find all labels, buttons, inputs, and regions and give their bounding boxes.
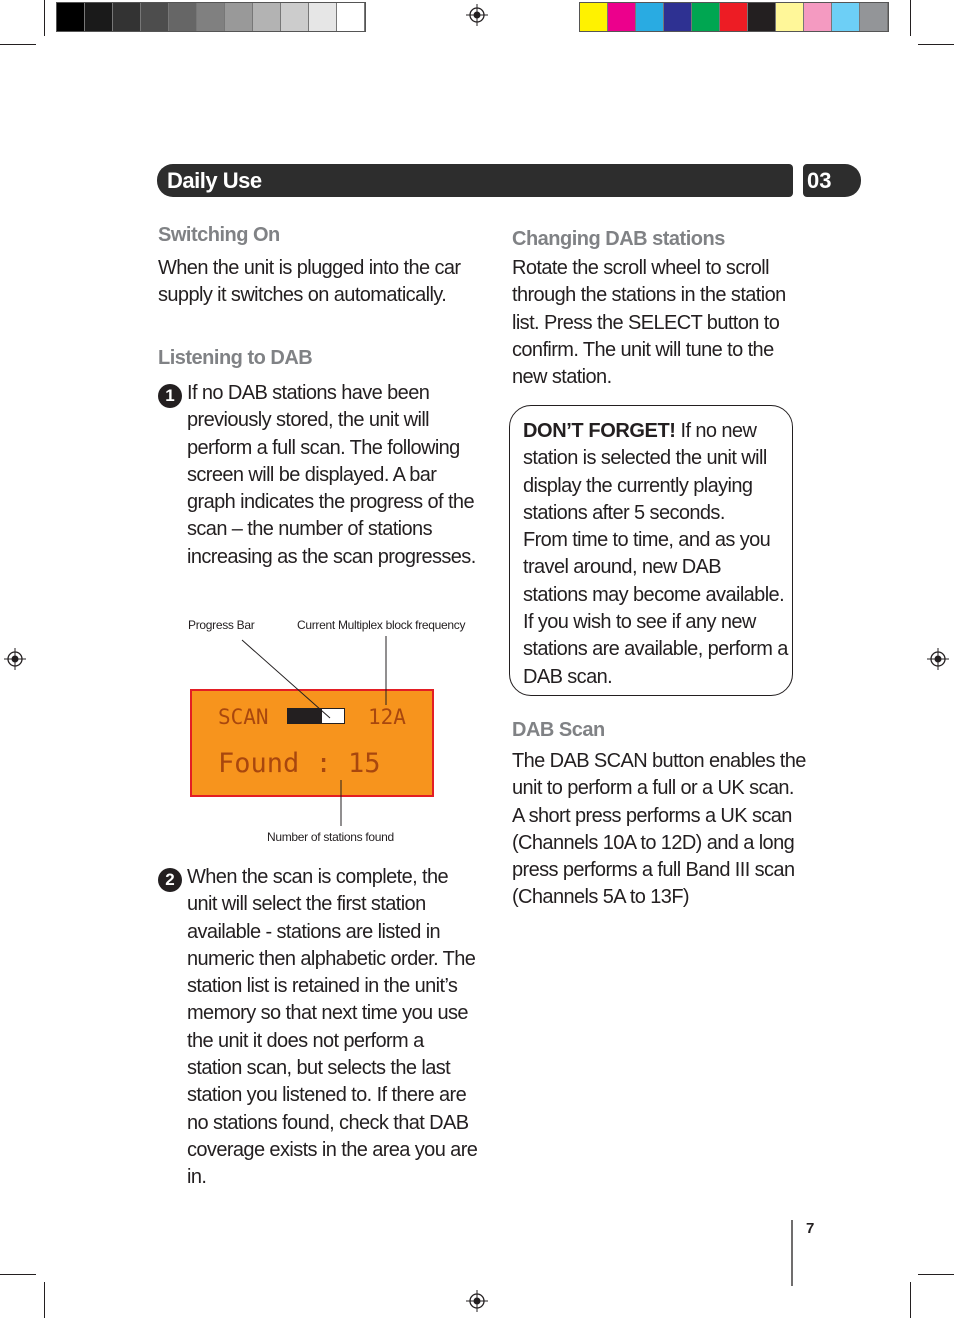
text-line: new station. [512,366,612,389]
text-line: screen will be displayed. A bar [187,463,437,486]
text-line: station list is retained in the unit’s [187,975,458,998]
dont-forget-text [523,418,788,691]
text-line: memory so that next time you use [187,1002,468,1025]
text-line: perform a full scan. The following [187,436,460,459]
text-line: confirm. The unit will tune to the [512,338,774,361]
text-line: When the unit is plugged into the car [158,257,461,279]
text-line: press performs a full Band III scan [512,859,795,882]
text-line: numeric then alphabetic order. The [187,947,476,970]
text-line: stations are available, perform a [523,638,788,661]
lcd-found-count: Found : 15 [218,748,381,779]
step-2-text [187,864,477,1192]
text-line: no stations found, check that DAB [187,1111,469,1134]
switching-on-heading: Switching On [158,224,280,246]
text-line: Rotate the scroll wheel to scroll [512,257,769,279]
dont-forget-label: DON’T FORGET! [523,420,676,442]
text-line: If no DAB stations have been [187,382,430,404]
text-line: unit to perform a full or a UK scan. [512,777,794,800]
text-line: If you wish to see if any new [523,611,756,634]
listening-heading: Listening to DAB [158,347,313,369]
lcd-scan-label: SCAN [218,705,269,729]
text-line: (Channels 5A to 13F) [512,886,689,909]
text-line: stations after 5 seconds. [523,501,725,524]
text-line: previously stored, the unit will [187,409,430,432]
text-line: graph indicates the progress of the [187,491,474,514]
text-line: list. Press the SELECT button to [512,311,780,334]
text-line: station is selected the unit will [523,447,767,470]
multiplex-label: Current Multiplex block frequency [297,618,466,632]
text-line: station you listened to. If there are [187,1084,467,1107]
dab-scan-heading: DAB Scan [512,719,605,741]
text-line: increasing as the scan progresses. [187,545,476,568]
text-line: in. [187,1166,207,1189]
text-line: (Channels 10A to 12D) and a long [512,831,795,854]
text-line: supply it switches on automatically. [158,284,447,307]
text-line: A short press performs a UK scan [512,804,792,827]
text-line: The DAB SCAN button enables the [512,750,806,772]
dab-scan-text [512,748,806,912]
page-number: 7 [806,1220,815,1237]
text-line: unit will select the first station [187,893,426,916]
chapter-number: 03 [803,164,861,197]
dont-forget-first-line: If no new [675,420,757,442]
text-line: scan – the number of stations [187,518,432,541]
step-1-badge: 1 [158,384,182,408]
text-line: display the currently playing [523,474,753,497]
changing-stations-text [512,255,786,391]
progress-bar-label: Progress Bar [188,618,255,632]
text-line: When the scan is complete, the [187,866,449,888]
changing-stations-heading: Changing DAB stations [512,228,725,250]
text-line: travel around, new DAB [523,556,722,579]
text-line: stations may become available. [523,583,785,606]
section-title: Daily Use [167,168,262,193]
text-line: From time to time, and as you [523,529,771,552]
text-line: available - stations are listed in [187,920,441,943]
step-2-badge: 2 [158,868,182,892]
text-line: the unit it does not perform a [187,1029,424,1052]
text-line: station scan, but selects the last [187,1057,451,1080]
text-line: through the stations in the station [512,284,786,307]
text-line: DAB scan. [523,665,613,688]
lcd-frequency: 12A [368,705,406,729]
text-line: coverage exists in the area you are [187,1138,478,1161]
stations-found-label: Number of stations found [267,830,394,844]
